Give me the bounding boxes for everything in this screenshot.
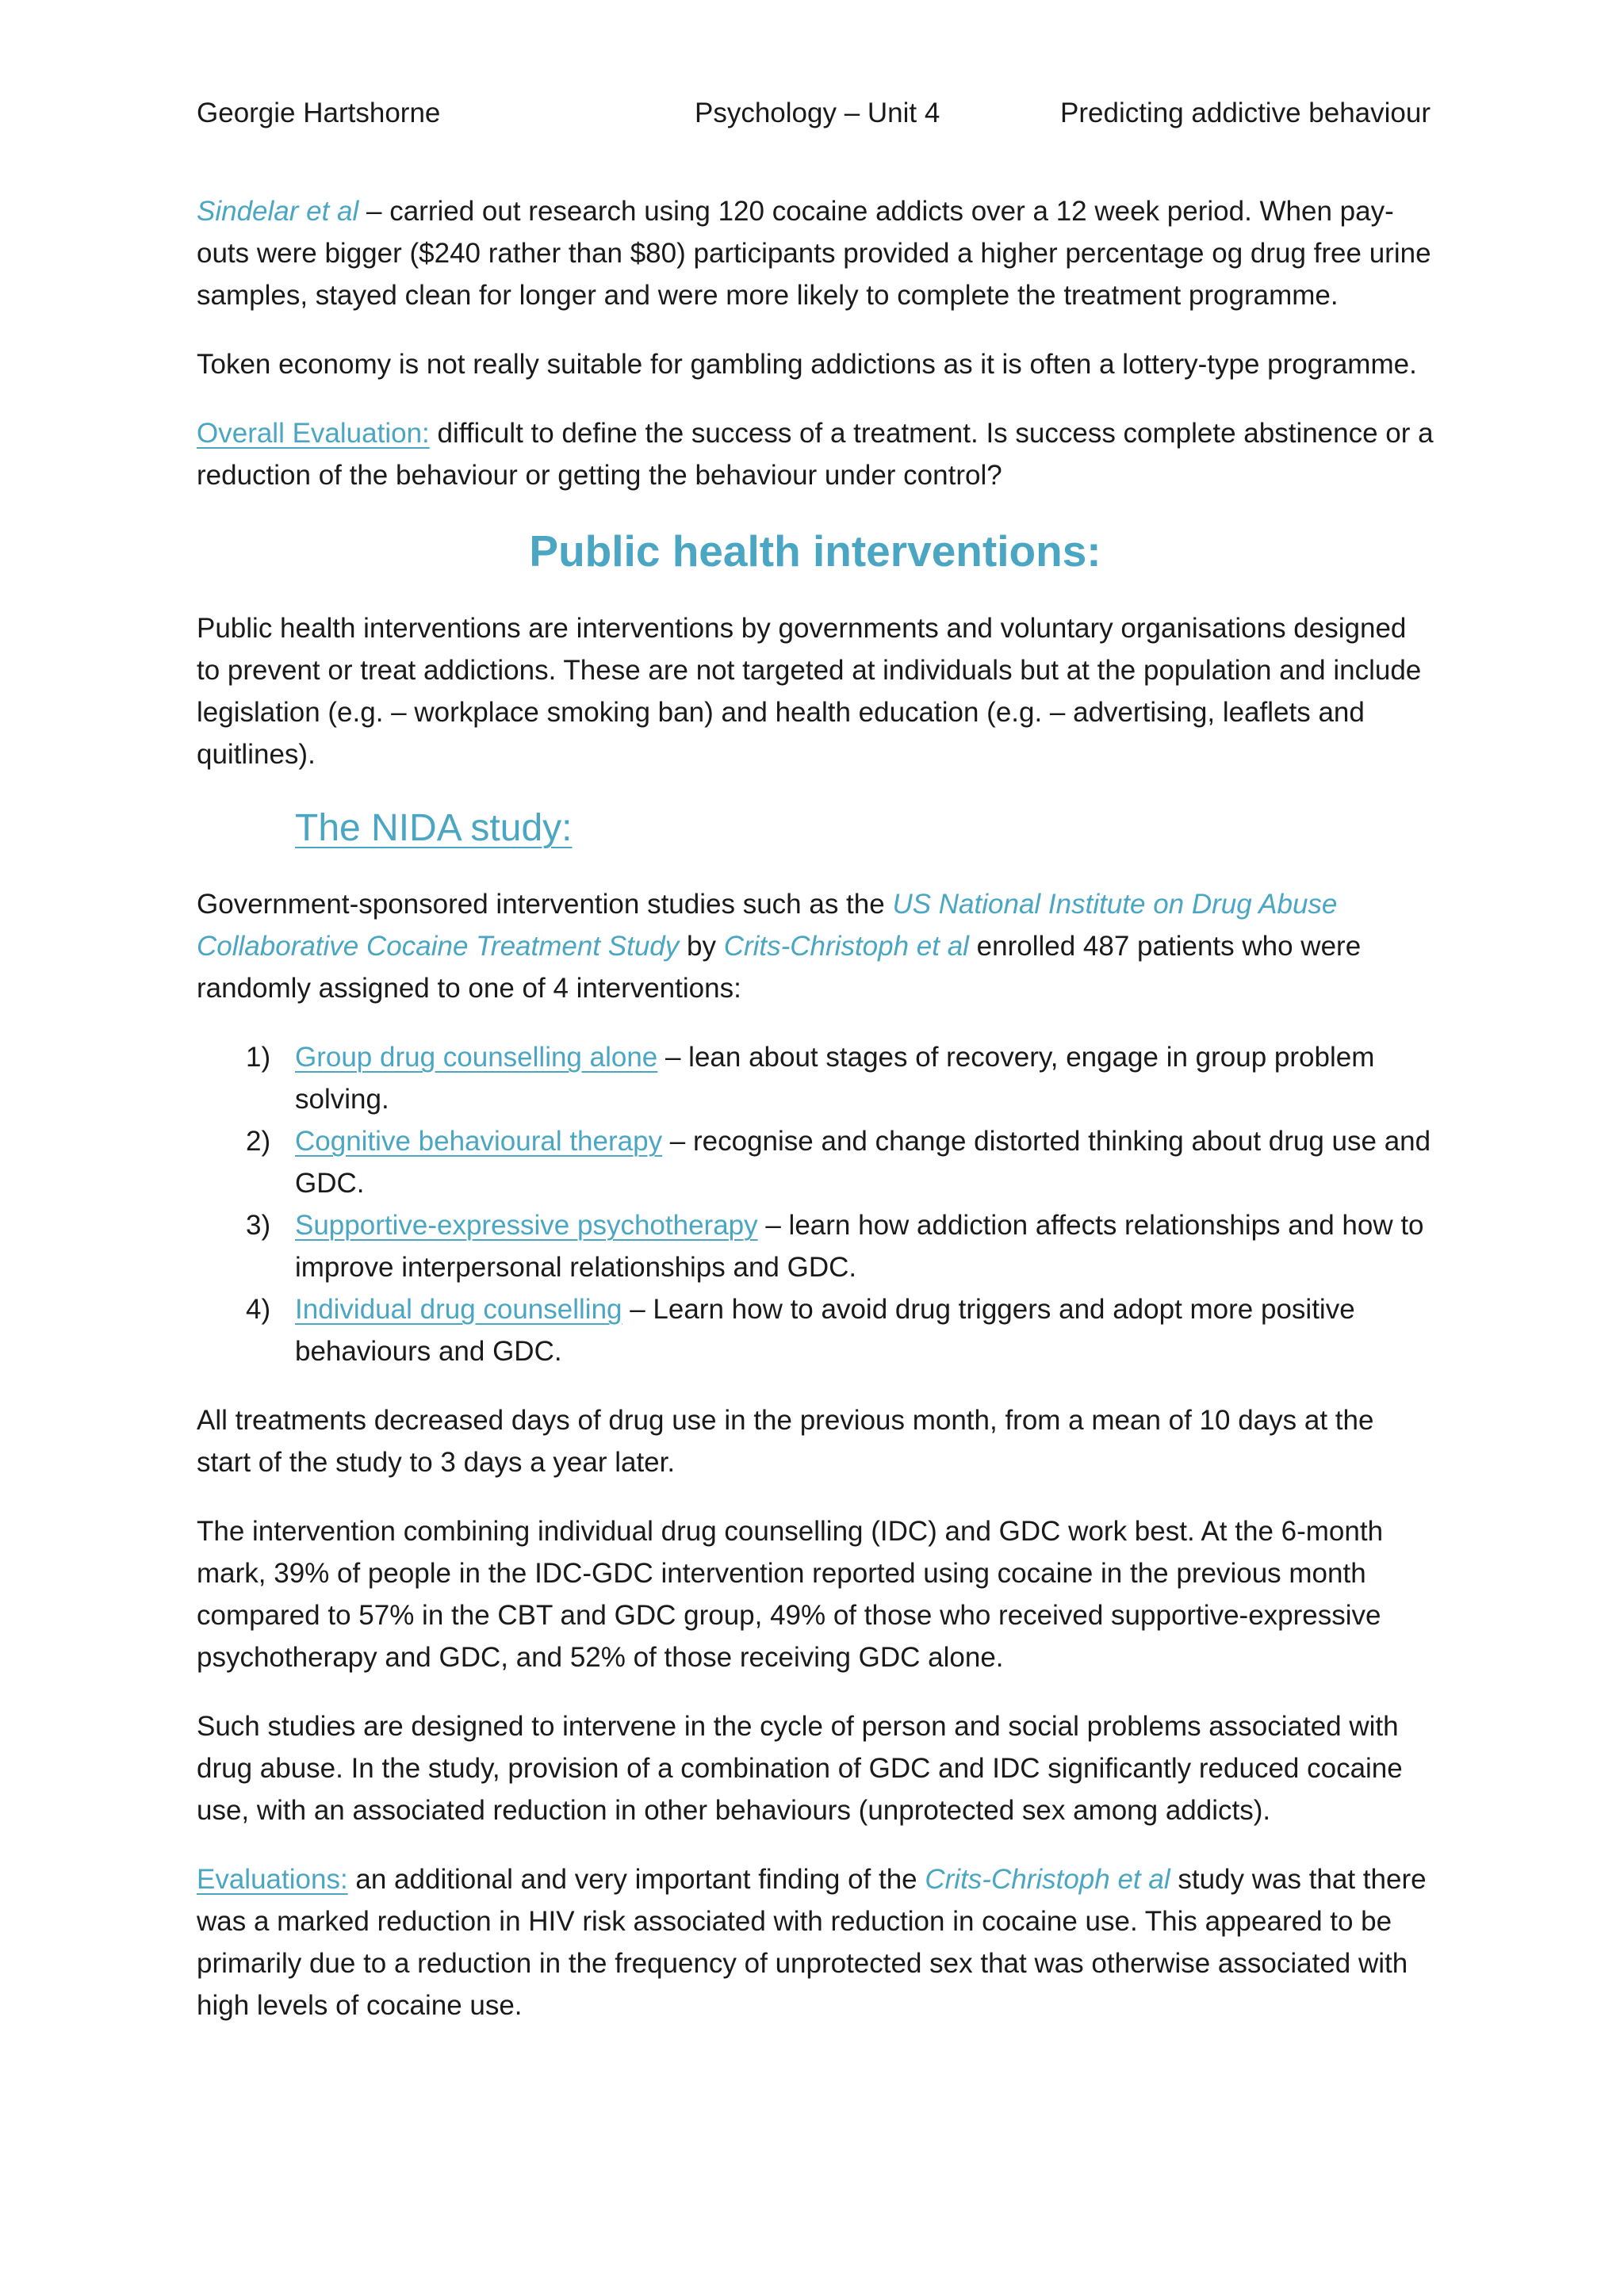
interventions-list [197, 1036, 1434, 1372]
paragraph-public-health: Public health interventions are interventions by governments and voluntary organisations designed to prevent or treat addictions. These are not targeted at individuals but at the population and include legislation (e.g. – workplace smoking ban) and health education (e.g. – advertising, leaflets and quitlines). [197, 613, 1422, 770]
list-number: 2) [246, 1126, 271, 1157]
paragraph-text: difficult to define the success of a treatment. Is success complete abstinence or a reduction of the behaviour or getting the behaviour under control? [197, 418, 1434, 491]
intervention-desc: – learn how addiction affects relationships and how to improve interpersonal relationships and GDC. [295, 1210, 1424, 1283]
list-number: 3) [246, 1210, 271, 1241]
intervention-desc: – lean about stages of recovery, engage in group problem solving. [295, 1042, 1375, 1115]
paragraph-all-treatments: All treatments decreased days of drug use in the previous month, from a mean of 10 days at the start of the study to 3 days a year later. [197, 1405, 1374, 1478]
paragraph-text: enrolled 487 patients who were randomly assigned to one of 4 interventions: [197, 931, 1362, 1004]
section-heading: Public health interventions: [529, 526, 1101, 576]
list-item [197, 1204, 1434, 1288]
intervention-desc: – recognise and change distorted thinking about drug use and GDC. [295, 1126, 1431, 1199]
intervention-desc: – Learn how to avoid drug triggers and adopt more positive behaviours and GDC. [295, 1294, 1355, 1367]
citation-crits-christoph: Crits-Christoph et al [925, 1864, 1170, 1895]
list-item [197, 1036, 1434, 1120]
page-header [197, 94, 1431, 133]
list-item [197, 1120, 1434, 1204]
intervention-name: Individual drug counselling [295, 1294, 622, 1325]
header-topic: Predicting addictive behaviour [1060, 98, 1431, 128]
intervention-name: Supportive-expressive psychotherapy [295, 1210, 758, 1241]
overall-evaluation-label: Overall Evaluation: [197, 418, 430, 449]
paragraph-text: study was that there was a marked reduction in HIV risk associated with reduction in cocaine use. This appeared to be primarily due to a reduction in the frequency of unprotected sex that was otherwise associated with high levels of cocaine use. [197, 1864, 1427, 2021]
paragraph-sindelar [197, 190, 1434, 316]
citation-crits-christoph: Crits-Christoph et al [723, 931, 969, 962]
paragraph-token-economy: Token economy is not really suitable for gambling addictions as it is often a lottery-type programme. [197, 349, 1417, 380]
paragraph-nida-intro [197, 883, 1434, 1009]
nida-subheading: The NIDA study: [295, 807, 573, 849]
paragraph-overall-evaluation [197, 412, 1434, 496]
paragraph-evaluations [197, 1858, 1434, 2026]
citation-sindelar: Sindelar et al [197, 196, 359, 227]
paragraph-text: Government-sponsored intervention studies such as the [197, 889, 893, 920]
paragraph-text: by [679, 931, 724, 962]
paragraph-idc-gdc-results: The intervention combining individual drug counselling (IDC) and GDC work best. At the 6-month mark, 39% of people in the IDC-GDC intervention reported using cocaine in the previous month compared to 57% in the CBT and GDC group, 49% of those who received supportive-expressive psychotherapy and GDC, and 52% of those receiving GDC alone. [197, 1516, 1384, 1673]
header-subject: Psychology – Unit 4 [695, 98, 940, 128]
document-body [197, 190, 1434, 2053]
paragraph-text: – carried out research using 120 cocaine addicts over a 12 week period. When pay-outs were bigger ($240 rather than $80) participants provided a higher percentage og drug free urine samples, stayed clean for longer and were more likely to complete the treatment programme. [197, 196, 1431, 311]
study-name: US National Institute on Drug Abuse Collaborative Cocaine Treatment Study [197, 889, 1338, 962]
paragraph-text: an additional and very important finding of the [347, 1864, 925, 1895]
list-item [197, 1288, 1434, 1372]
intervention-name: Cognitive behavioural therapy [295, 1126, 663, 1157]
paragraph-cycle-problems: Such studies are designed to intervene in the cycle of person and social problems associated with drug abuse. In the study, provision of a combination of GDC and IDC significantly reduced cocaine use, with an associated reduction in other behaviours (unprotected sex among addicts). [197, 1711, 1403, 1826]
header-author: Georgie Hartshorne [197, 98, 441, 128]
evaluations-label: Evaluations: [197, 1864, 348, 1895]
list-number: 4) [246, 1294, 271, 1325]
list-number: 1) [246, 1042, 271, 1073]
intervention-name: Group drug counselling alone [295, 1042, 658, 1073]
